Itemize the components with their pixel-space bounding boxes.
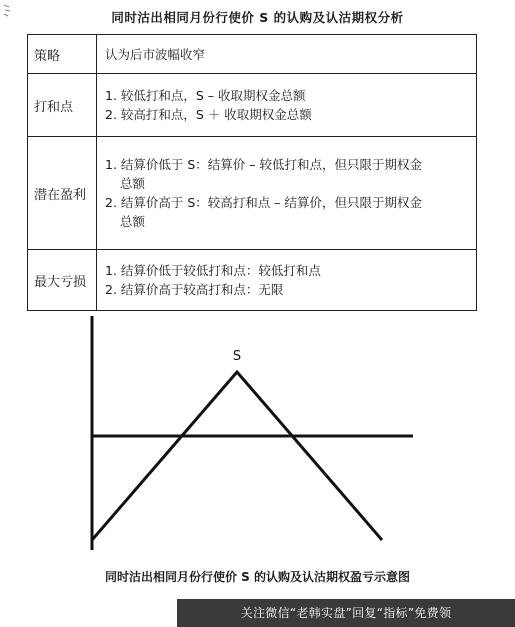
row-label-breakeven: 打和点 bbox=[28, 74, 97, 137]
diagram-caption: 同时沽出相同月份行使价 S 的认购及认沽期权盈亏示意图 bbox=[104, 570, 410, 584]
row-label-max-loss: 最大亏损 bbox=[28, 250, 97, 311]
row-content-potential-profit bbox=[97, 137, 477, 250]
watermark-banner: 关注微信“老韩实盘”回复“指标”免费领 bbox=[177, 599, 515, 627]
content-line: 1. 较低打和点，S – 收取期权金总额 bbox=[105, 88, 306, 103]
content-line: 总额 bbox=[120, 214, 146, 229]
analysis-table bbox=[27, 34, 477, 311]
peak-label-s: S bbox=[232, 349, 242, 364]
content-line: 2. 较高打和点，S ＋ 收取期权金总额 bbox=[105, 107, 312, 122]
content-line: 2. 结算价高于较高打和点：无限 bbox=[105, 282, 284, 297]
content-line: 总额 bbox=[120, 176, 146, 191]
row-value-strategy: 认为后市波幅收窄 bbox=[97, 35, 477, 74]
table-row-breakeven bbox=[28, 74, 477, 137]
row-label-potential-profit: 潜在盈利 bbox=[28, 137, 97, 250]
payoff-line bbox=[92, 372, 382, 540]
content-line: 1. 结算价低于 S：结算价 – 较低打和点，但只限于期权金 bbox=[105, 157, 423, 172]
payoff-diagram bbox=[0, 300, 515, 562]
table-title: 同时沽出相同月份行使价 S 的认购及认沽期权分析 bbox=[111, 10, 404, 25]
table-row-strategy bbox=[28, 35, 477, 74]
content-line: 2. 结算价高于 S：较高打和点 – 结算价，但只限于期权金 bbox=[105, 195, 423, 210]
content-line: 1. 结算价低于较低打和点：较低打和点 bbox=[105, 263, 321, 278]
table-row-potential-profit bbox=[28, 137, 477, 250]
row-label-strategy: 策略 bbox=[28, 35, 97, 74]
row-content-breakeven bbox=[97, 74, 477, 137]
